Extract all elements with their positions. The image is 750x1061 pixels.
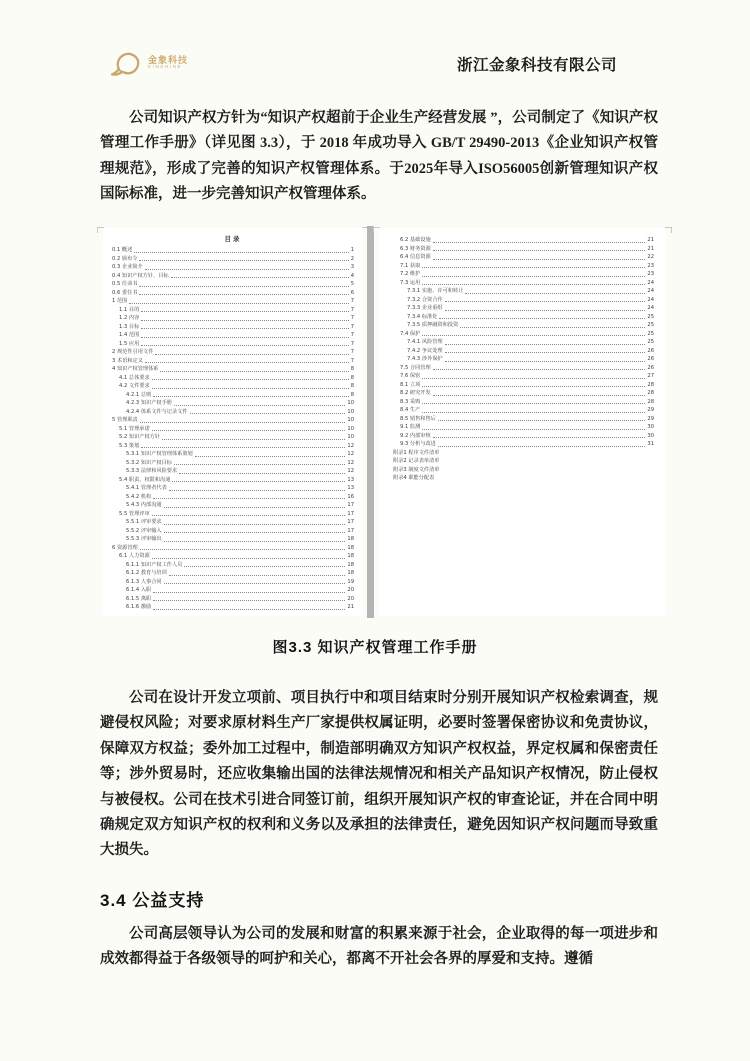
toc-title: 目录 bbox=[224, 235, 242, 243]
toc-row: 0.6 委任书 6 bbox=[112, 289, 354, 296]
toc-row: 5.4.1 管理者代表 13 bbox=[126, 485, 354, 491]
toc-left-list bbox=[112, 246, 354, 612]
toc-row: 7.3.4 标准化 25 bbox=[407, 313, 654, 320]
toc-row: 5.5.2 评审输入 17 bbox=[126, 527, 354, 534]
figure-page-divider bbox=[367, 226, 374, 618]
paragraph-public-welfare: 公司高层领导认为公司的发展和财富的积累来源于社会，企业取得的每一项进步和成效都得益于各级领导的呵护和关心，都离不开社会各界的厚爱和支持。遵循 bbox=[100, 926, 658, 968]
toc-row: 5.2 知识产权方针 10 bbox=[119, 434, 354, 440]
toc-row: 5.5.3 评审输出 18 bbox=[126, 536, 354, 542]
toc-row: 1 范围 7 bbox=[112, 298, 354, 304]
toc-row: 附录2 记录表单清单 bbox=[393, 458, 440, 464]
toc-row: 8.5 销售和售后 29 bbox=[400, 415, 654, 422]
toc-row: 9.3 分析与改进 31 bbox=[400, 441, 654, 447]
toc-row: 7.3.1 实施、许可和转让 24 bbox=[407, 288, 654, 294]
section-heading-public-welfare: 3.4 公益支持 bbox=[100, 891, 205, 910]
toc-row: 8.1 立项 28 bbox=[400, 381, 654, 388]
toc-row: 附录1 程序文件清单 bbox=[393, 449, 440, 456]
company-logo bbox=[108, 47, 188, 79]
toc-row: 1.5 应用 7 bbox=[119, 340, 354, 347]
toc-row: 4 知识产权管理体系 8 bbox=[112, 366, 354, 372]
toc-row: 0.4 知识产权方针、目标 4 bbox=[112, 272, 354, 279]
toc-row: 7.4.1 风险管理 25 bbox=[407, 339, 654, 345]
brand-name-cn: 金象科技 bbox=[148, 54, 189, 65]
toc-row: 1.4 范围 7 bbox=[119, 332, 354, 338]
toc-row: 附录4 职能分配表 bbox=[393, 475, 435, 481]
toc-row: 5.3.2 知识产权目标 12 bbox=[126, 459, 354, 466]
company-name-header: 浙江金象科技有限公司 bbox=[456, 57, 617, 74]
toc-row: 8.3 采购 28 bbox=[400, 398, 654, 405]
toc-row: 7.4.3 涉外保护 26 bbox=[407, 356, 654, 362]
toc-row: 8.4 生产 29 bbox=[400, 407, 654, 413]
toc-row: 4.2.1 总则 8 bbox=[126, 391, 354, 398]
toc-row: 0.2 颁布令 2 bbox=[112, 255, 354, 262]
toc-row: 5.3.3 法律和风险要求 12 bbox=[126, 468, 354, 474]
toc-row: 1.3 目标 7 bbox=[119, 323, 354, 330]
toc-row: 2 规范性引用文件 7 bbox=[112, 349, 354, 355]
toc-row: 附录3 制度文件清单 bbox=[393, 466, 440, 473]
toc-row: 7.4.2 争议处理 26 bbox=[407, 347, 654, 354]
toc-row: 5.4 职责、权限和沟通 13 bbox=[119, 476, 354, 483]
figure-toc-page-right bbox=[379, 228, 666, 616]
toc-row: 6.1.4 入职 20 bbox=[126, 587, 354, 593]
elephant-logo-icon bbox=[108, 47, 144, 79]
toc-row: 6 资源管理 18 bbox=[112, 544, 354, 551]
toc-row: 7.3.5 质押融资和投资 25 bbox=[407, 322, 654, 328]
toc-row: 4.2.3 知识产权手册 10 bbox=[126, 400, 354, 406]
toc-row: 7.3.3 企业重组 24 bbox=[407, 305, 654, 311]
toc-row: 4.2 文件要求 8 bbox=[119, 383, 354, 389]
toc-row: 7.4 保护 25 bbox=[400, 330, 654, 337]
toc-row: 0.5 任命书 5 bbox=[112, 281, 354, 287]
toc-row: 6.3 财务资源 21 bbox=[400, 245, 654, 252]
toc-row: 5.4.3 内部沟通 17 bbox=[126, 502, 354, 508]
toc-row: 1.1 目的 7 bbox=[119, 306, 354, 313]
paragraph-ip-policy: 公司知识产权方针为“知识产权超前于企业生产经营发展 ”，公司制定了《知识产权管理工作手册》（详见图 3.3），于 2018 年成功导入 GB/T 29490-2013《企业知识产权管理规范》，形成了完善的知识产权管理体系。于2025年导入ISO56005创新管理知识产权国际标准，进一步完善知识产权管理体系。 bbox=[100, 110, 658, 203]
toc-row: 7.5 合同管理 26 bbox=[400, 364, 654, 371]
toc-row: 6.4 信息资源 22 bbox=[400, 254, 654, 260]
toc-row: 6.1.2 教育与培训 18 bbox=[126, 570, 354, 576]
toc-row: 7.1 获取 23 bbox=[400, 262, 654, 269]
toc-row: 9.1 监测 30 bbox=[400, 424, 654, 430]
toc-row: 7.6 保密 27 bbox=[400, 373, 654, 379]
toc-row: 5.5 管理评审 17 bbox=[119, 510, 354, 517]
toc-row: 4.2.4 体系文件与记录文件 10 bbox=[126, 408, 354, 415]
toc-row: 6.1.3 人事合同 19 bbox=[126, 578, 354, 585]
toc-row: 0.1 概述 1 bbox=[112, 247, 354, 253]
toc-row: 8.2 研究开发 28 bbox=[400, 390, 654, 396]
toc-row: 6.1.5 离职 20 bbox=[126, 595, 354, 602]
brand-name-en: KINSHINE bbox=[148, 64, 183, 70]
toc-row: 5.4.2 机构 16 bbox=[126, 493, 354, 500]
figure-toc-page-left bbox=[103, 228, 363, 616]
toc-row: 7.3.2 合资合作 24 bbox=[407, 296, 654, 303]
toc-row: 5.3.1 知识产权管理体系策划 12 bbox=[126, 451, 354, 457]
brand-text bbox=[148, 56, 188, 70]
toc-row: 9.2 内部审核 30 bbox=[400, 432, 654, 439]
toc-row: 6.1 人力资源 18 bbox=[119, 553, 354, 559]
paragraph-ip-process: 公司在设计开发立项前、项目执行中和项目结束时分别开展知识产权检索调查，规避侵权风险；对要求原材料生产厂家提供权属证明，必要时签署保密协议和免责协议，保障双方权益；委外加工过程中，制造部明确双方知识产权权益，界定权属和保密责任等；涉外贸易时，还应收集输出国的法律法规情况和相关产品知识产权情况，防止侵权与被侵权。公司在技术引进合同签订前，组织开展知识产权的审查论证，并在合同中明确规定双方知识产权的权利和义务以及承担的法律责任，避免因知识产权问题而导致重大损失。 bbox=[100, 690, 658, 859]
toc-row: 0.3 企业简介 3 bbox=[112, 264, 354, 270]
toc-row: 5.1 管理承诺 10 bbox=[119, 425, 354, 432]
toc-right-list bbox=[393, 236, 654, 483]
toc-row: 5.5.1 评审要求 17 bbox=[126, 519, 354, 525]
toc-row: 6.1.1 知识产权工作人员 18 bbox=[126, 561, 354, 568]
toc-row: 7.2 维护 23 bbox=[400, 271, 654, 277]
toc-row: 6.1.6 激励 21 bbox=[126, 604, 354, 610]
toc-row: 1.2 内容 7 bbox=[119, 315, 354, 321]
figure-caption: 图3.3 知识产权管理工作手册 bbox=[272, 639, 478, 656]
toc-row: 5.3 策划 12 bbox=[119, 442, 354, 449]
toc-row: 7.3 运用 24 bbox=[400, 279, 654, 286]
toc-row: 3 术语和定义 7 bbox=[112, 357, 354, 364]
toc-row: 5 管理职责 10 bbox=[112, 417, 354, 423]
toc-row: 6.2 基础设施 21 bbox=[400, 237, 654, 243]
toc-row: 4.1 总体要求 8 bbox=[119, 374, 354, 381]
